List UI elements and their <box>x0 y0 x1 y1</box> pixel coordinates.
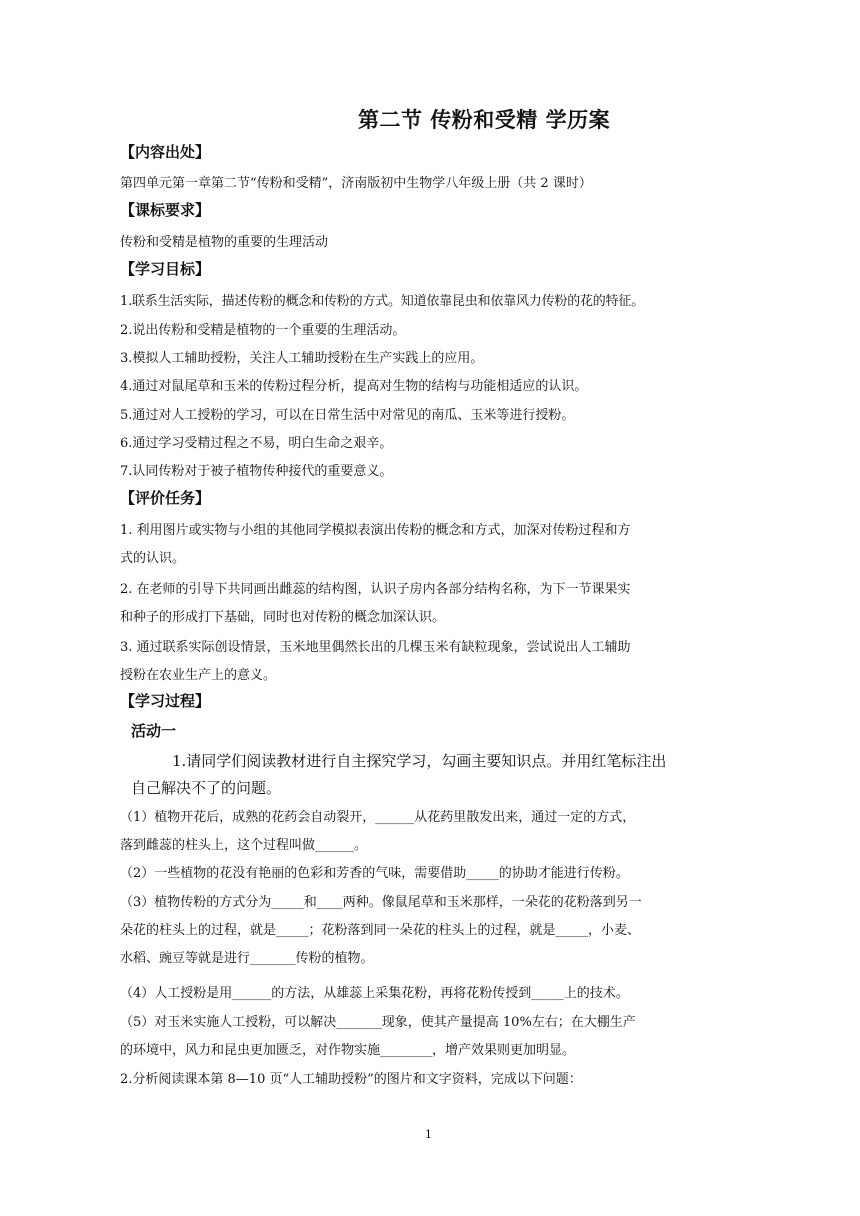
question-line: （3）植物传粉的方式分为_____和____两种。像鼠尾草和玉米那样，一朵花的花粉落到另一 <box>120 895 642 910</box>
source-line: 第四单元第一章第二节“传粉和受精”，济南版初中生物学八年级上册（共 2 课时） <box>120 176 592 191</box>
question-line: 水稻、豌豆等就是进行_______传粉的植物。 <box>120 951 374 966</box>
task-line: 式的认识。 <box>120 551 186 566</box>
heading-tasks: 【评价任务】 <box>120 489 211 507</box>
page-number: 1 <box>425 1128 432 1141</box>
intro-line: 自己解决不了的问题。 <box>131 779 282 797</box>
heading-process: 【学习过程】 <box>120 692 211 710</box>
task-line: 2. 在老师的引导下共同画出雌蕊的结构图，认识子房内各部分结构名称，为下一节课果实 <box>120 582 631 597</box>
question-line: 朵花的柱头上的过程，就是_____；花粉落到同一朵花的柱头上的过程，就是_____，小麦、 <box>120 923 641 938</box>
goal-line: 4.通过对鼠尾草和玉米的传粉过程分析，提高对生物的结构与功能相适应的认识。 <box>120 379 588 394</box>
goal-line: 6.通过学习受精过程之不易，明白生命之艰辛。 <box>120 436 393 451</box>
question-line: （4）人工授粉是用______的方法，从雄蕊上采集花粉，再将花粉传授到_____上的技术。 <box>120 986 629 1001</box>
heading-source: 【内容出处】 <box>120 143 211 161</box>
goal-line: 1.联系生活实际，描述传粉的概念和传粉的方式。知道依靠昆虫和依靠风力传粉的花的特征。 <box>120 294 645 309</box>
page-title: 第二节 传粉和受精 学历案 <box>358 108 611 132</box>
goal-line: 7.认同传粉对于被子植物传种接代的重要意义。 <box>120 464 393 479</box>
question-line: 的环境中，风力和昆虫更加匮乏，对作物实施________，增产效果则更加明显。 <box>120 1043 576 1058</box>
task-line: 1. 利用图片或实物与小组的其他同学模拟表演出传粉的概念和方式，加深对传粉过程和方 <box>120 523 631 538</box>
question-line: 落到雌蕊的柱头上，这个过程叫做______。 <box>120 838 368 853</box>
activity-title: 活动一 <box>131 722 177 740</box>
task-line: 和种子的形成打下基础，同时也对传粉的概念加深认识。 <box>120 610 446 625</box>
question-line: （5）对玉米实施人工授粉，可以解决_______现象，使其产量提高 10%左右；在大棚生产 <box>120 1015 636 1030</box>
heading-standard: 【课标要求】 <box>120 201 211 219</box>
task-line: 授粉在农业生产上的意义。 <box>120 668 277 683</box>
goal-line: 3.模拟人工辅助授粉，关注人工辅助授粉在生产实践上的应用。 <box>120 351 484 366</box>
goal-line: 5.通过对人工授粉的学习，可以在日常生活中对常见的南瓜、玉米等进行授粉。 <box>120 408 575 423</box>
intro-line: 1.请同学们阅读教材进行自主探究学习，勾画主要知识点。并用红笔标注出 <box>172 752 667 770</box>
task-line: 3. 通过联系实际创设情景，玉米地里偶然长出的几棵玉米有缺粒现象，尝试说出人工辅助 <box>120 640 631 655</box>
question-line: （1）植物开花后，成熟的花药会自动裂开，______从花药里散发出来，通过一定的方式， <box>120 810 636 825</box>
question-line: 2.分析阅读课本第 8—10 页“人工辅助授粉”的图片和文字资料，完成以下问题： <box>120 1072 582 1087</box>
heading-goals: 【学习目标】 <box>120 260 211 278</box>
standard-line: 传粉和受精是植物的重要的生理活动 <box>120 235 329 250</box>
question-line: （2）一些植物的花没有艳丽的色彩和芳香的气味，需要借助_____的协助才能进行传粉。 <box>120 866 629 881</box>
goal-line: 2.说出传粉和受精是植物的一个重要的生理活动。 <box>120 323 406 338</box>
